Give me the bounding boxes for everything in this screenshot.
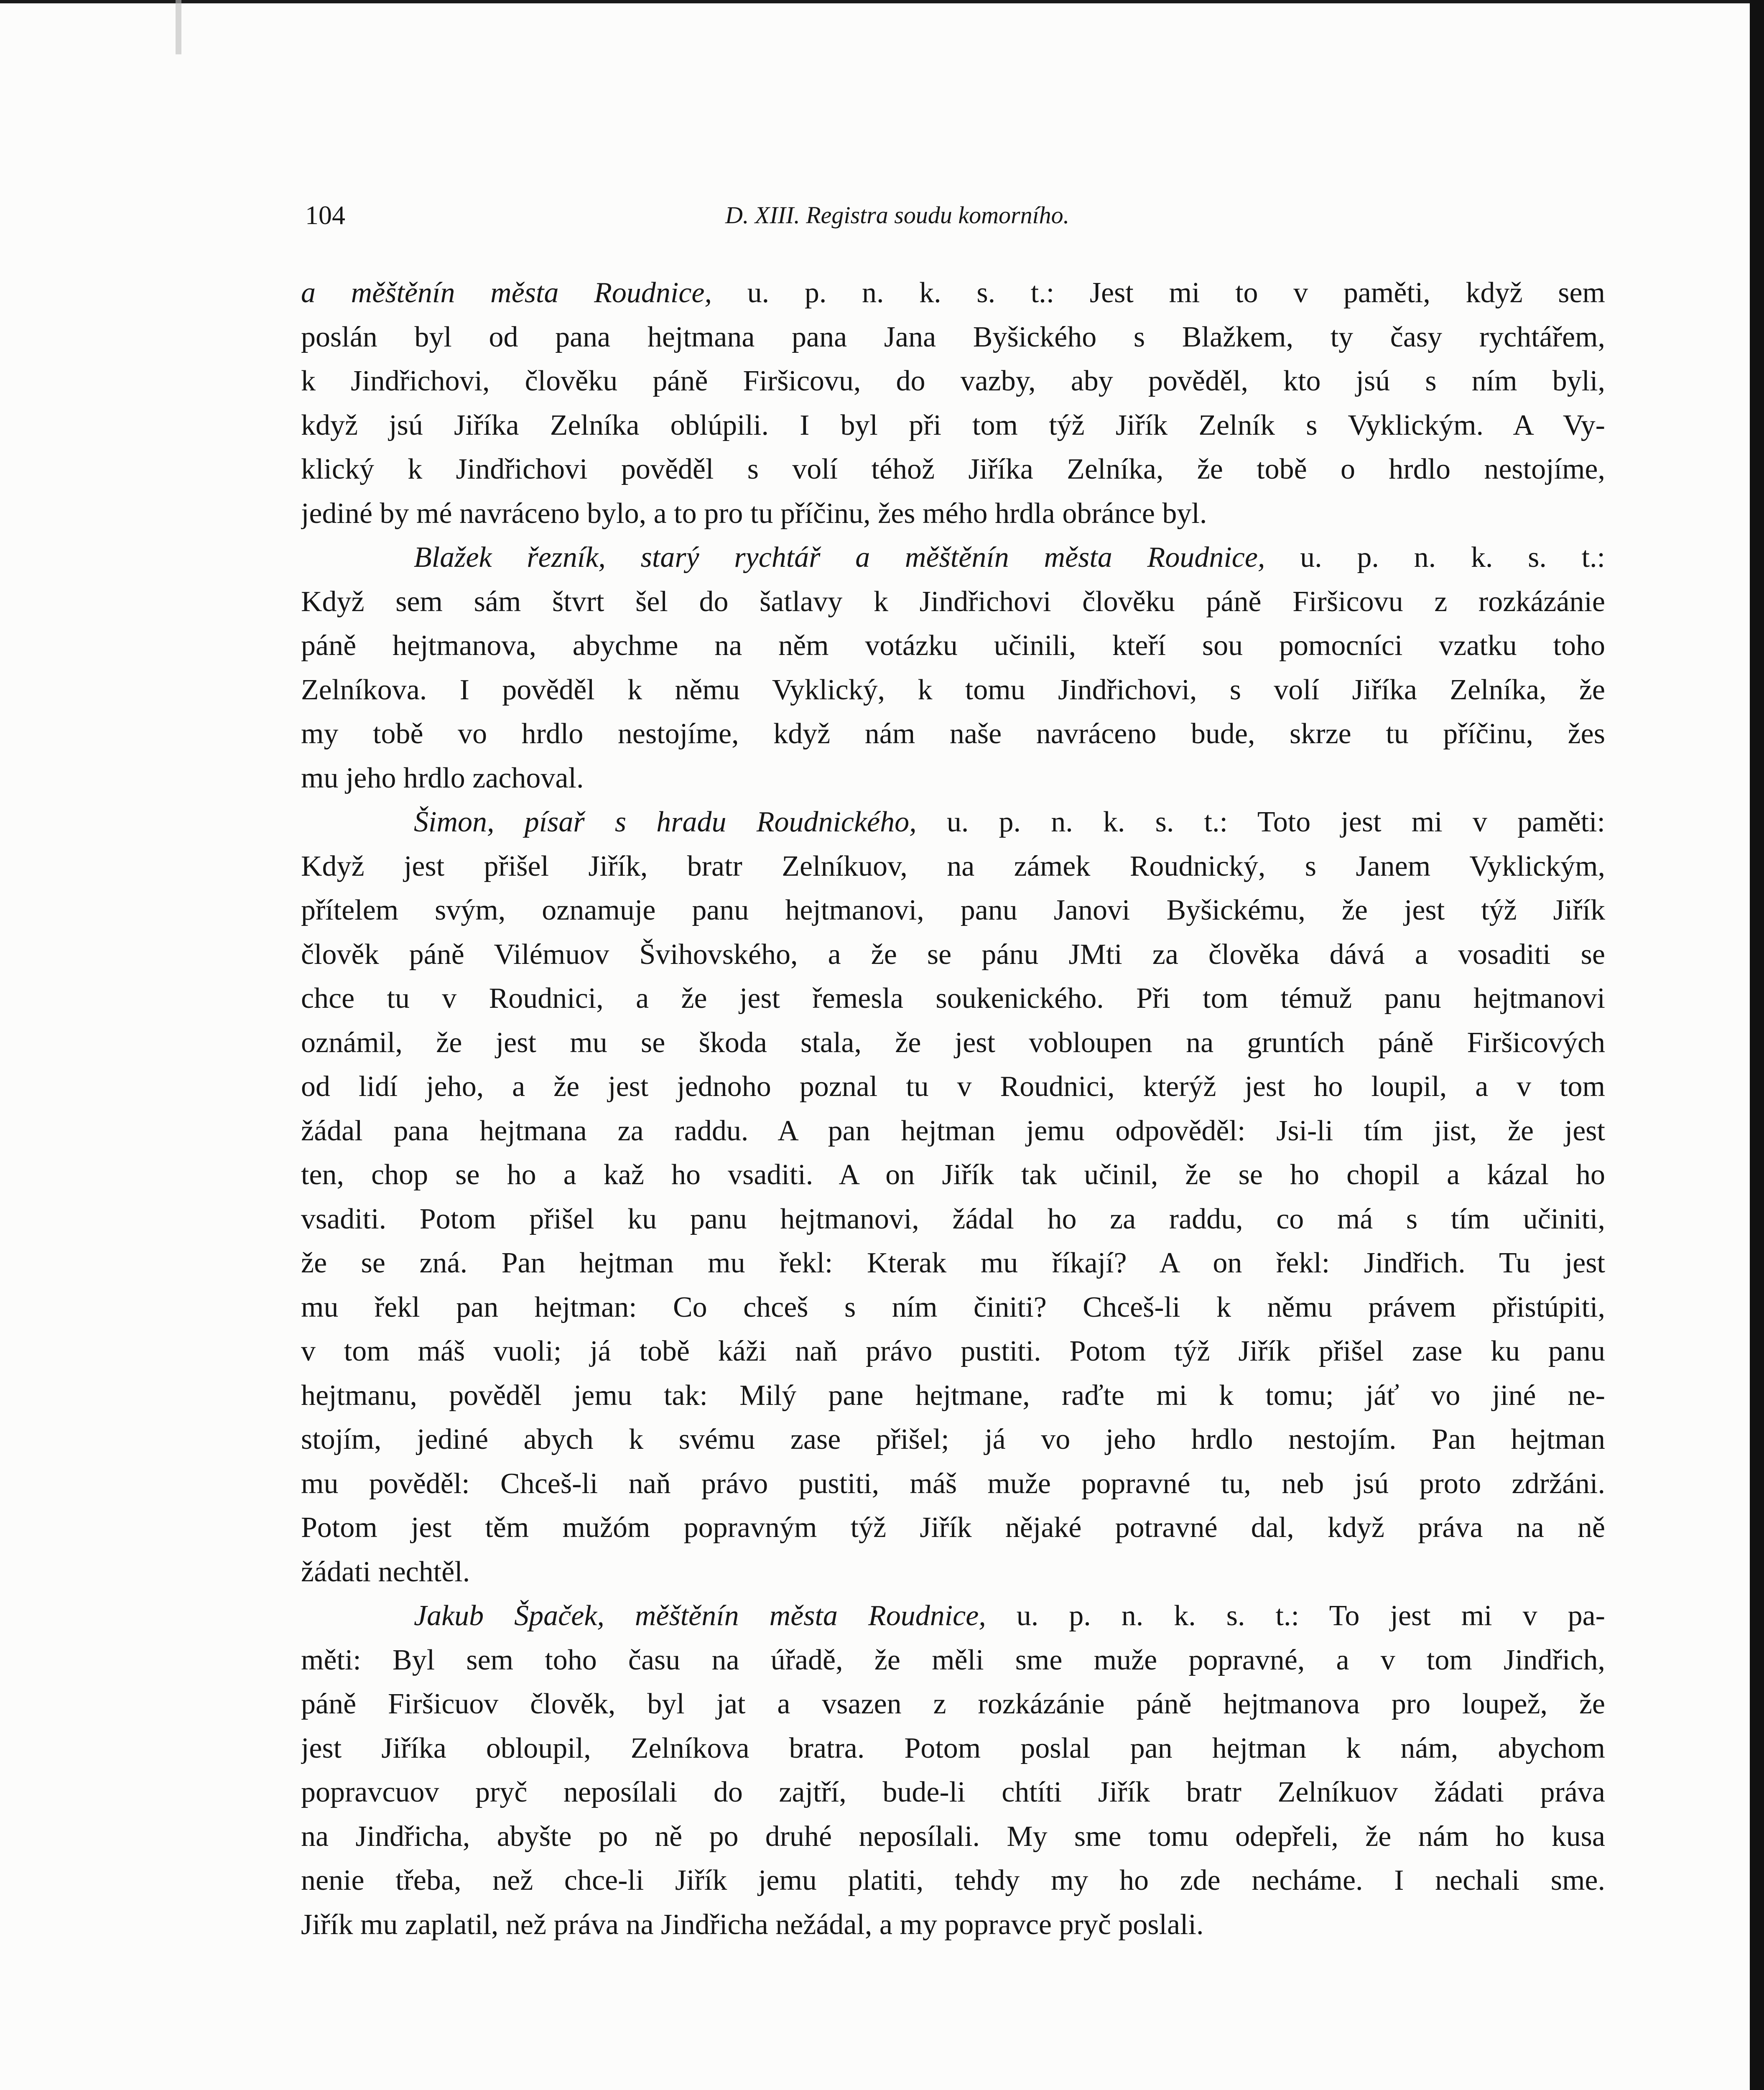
- text-line: [301, 844, 1605, 889]
- text-line: [301, 271, 1605, 315]
- text-line: [301, 447, 1605, 492]
- text-span: u. p. n. k. s. t.: Toto jest mi v paměti:: [916, 806, 1605, 838]
- text-line: [301, 800, 1605, 844]
- text-span: páně Firšicuov člověk, byl jat a vsazen z rozkázánie páně hejtmanova pro loupež, že: [301, 1688, 1605, 1720]
- text-line: [301, 1682, 1605, 1726]
- text-span: v tom máš vuoli; já tobě káži naň právo pustiti. Potom týž Jiřík přišel zase ku panu: [301, 1335, 1605, 1367]
- text-span: mu pověděl: Chceš-li naň právo pustiti, máš muže popravné tu, neb jsú proto zdržáni.: [301, 1467, 1605, 1500]
- text-span: popravcuov pryč neposílali do zajtří, bude-li chtíti Jiřík bratr Zelníkuov žádati práva: [301, 1776, 1605, 1808]
- scan-artifact-mark: [176, 0, 181, 54]
- text-span: nenie třeba, než chce-li Jiřík jemu platiti, tehdy my ho zde necháme. I nechali sme.: [301, 1864, 1605, 1896]
- text-span: Když jest přišel Jiřík, bratr Zelníkuov, na zámek Roudnický, s Janem Vyklickým,: [301, 850, 1605, 882]
- text-line: [301, 1021, 1605, 1065]
- text-span: hejtmanu, pověděl jemu tak: Milý pane hejtmane, raďte mi k tomu; jáť vo jiné ne-: [301, 1379, 1605, 1412]
- italic-name-span: Šimon, písař s hradu Roudnického,: [414, 806, 917, 838]
- text-line: [301, 1065, 1605, 1109]
- text-line: [301, 1726, 1605, 1771]
- text-line: [301, 1329, 1605, 1374]
- text-line: [301, 1594, 1605, 1638]
- text-span: páně hejtmanova, abychme na něm votázku učinili, kteří sou pomocníci vzatku toho: [301, 630, 1605, 662]
- text-span: Potom jest těm mužóm popravným týž Jiřík nějaké potravné dal, když práva na ně: [301, 1511, 1605, 1544]
- text-line: [301, 1153, 1605, 1197]
- text-line: [301, 1374, 1605, 1418]
- text-line: [301, 712, 1605, 756]
- text-line: [301, 1770, 1605, 1815]
- text-span: na Jindřicha, abyšte po ně po druhé neposílali. My sme tomu odepřeli, že nám ho kusa: [301, 1820, 1605, 1853]
- text-span: Zelníkova. I pověděl k němu Vyklický, k tomu Jindřichovi, s volí Jiříka Zelníka, že: [301, 673, 1605, 706]
- text-span: měti: Byl sem toho času na úřadě, že měli sme muže popravné, a v tom Jindřich,: [301, 1644, 1605, 1676]
- text-line: [301, 1815, 1605, 1859]
- scan-top-edge: [0, 0, 1764, 3]
- text-line: [301, 976, 1605, 1021]
- text-line: [301, 1462, 1605, 1506]
- text-span: mu jeho hrdlo zachoval.: [301, 762, 584, 794]
- text-span: stojím, jediné abych k svému zase přišel; já vo jeho hrdlo nestojím. Pan hejtman: [301, 1423, 1605, 1455]
- text-span: žádati nechtěl.: [301, 1555, 470, 1588]
- text-span: oznámil, že jest mu se škoda stala, že jest vobloupen na gruntích páně Firšicových: [301, 1026, 1605, 1059]
- text-line: [301, 1903, 1605, 1947]
- text-span: u. p. n. k. s. t.: Jest mi to v paměti, když sem: [712, 277, 1605, 309]
- text-line: [301, 535, 1605, 580]
- text-line: [301, 492, 1605, 536]
- text-span: ten, chop se ho a kaž ho vsaditi. A on Jiřík tak učinil, že se ho chopil a kázal ho: [301, 1159, 1605, 1191]
- text-line: [301, 1109, 1605, 1153]
- text-line: [301, 1550, 1605, 1594]
- text-span: od lidí jeho, a že jest jednoho poznal tu v Roudnici, kterýž jest ho loupil, a v tom: [301, 1070, 1605, 1103]
- text-span: u. p. n. k. s. t.: To jest mi v pa-: [986, 1600, 1605, 1632]
- text-span: žádal pana hejtmana za raddu. A pan hejtman jemu odpověděl: Jsi-li tím jist, že jest: [301, 1114, 1605, 1147]
- running-title: D. XIII. Registra soudu komorního.: [725, 201, 1070, 229]
- scan-right-border: [1750, 0, 1764, 2090]
- text-span: vsaditi. Potom přišel ku panu hejtmanovi, žádal ho za raddu, co má s tím učiniti,: [301, 1203, 1605, 1235]
- text-span: člověk páně Vilémuov Švihovského, a že se pánu JMti za člověka dává a vosaditi se: [301, 938, 1605, 971]
- italic-name-span: Blažek řezník, starý rychtář a měštěnín města Roudnice,: [414, 541, 1265, 573]
- text-span: u. p. n. k. s. t.:: [1265, 541, 1605, 573]
- text-span: jest Jiříka obloupil, Zelníkova bratra. Potom poslal pan hejtman k nám, abychom: [301, 1732, 1605, 1764]
- text-line: [301, 624, 1605, 668]
- text-line: [301, 580, 1605, 624]
- text-line: [301, 359, 1605, 403]
- page-header: [305, 196, 1279, 234]
- text-span: poslán byl od pana hejtmana pana Jana Byšického s Blažkem, ty časy rychtářem,: [301, 321, 1605, 353]
- text-line: [301, 403, 1605, 448]
- text-line: [301, 1241, 1605, 1285]
- text-span: my tobě vo hrdlo nestojíme, když nám naše navráceno bude, skrze tu příčinu, žes: [301, 718, 1605, 750]
- text-span: Jiřík mu zaplatil, než práva na Jindřicha nežádal, a my popravce pryč poslali.: [301, 1908, 1204, 1941]
- page-number: 104: [305, 200, 345, 230]
- text-span: mu řekl pan hejtman: Co chceš s ním činiti? Chceš-li k němu právem přistúpiti,: [301, 1291, 1605, 1323]
- text-span: když jsú Jiříka Zelníka oblúpili. I byl při tom týž Jiřík Zelník s Vyklickým. A Vy-: [301, 409, 1605, 441]
- text-span: přítelem svým, oznamuje panu hejtmanovi, panu Janovi Byšickému, že jest týž Jiřík: [301, 894, 1605, 926]
- italic-name-span: Jakub Špaček, měštěnín města Roudnice,: [414, 1600, 986, 1632]
- text-line: [301, 1638, 1605, 1682]
- text-span: chce tu v Roudnici, a že jest řemesla soukenického. Při tom témuž panu hejtmanovi: [301, 982, 1605, 1014]
- body-text: [301, 271, 1605, 1947]
- text-span: klický k Jindřichovi pověděl s volí téhož Jiříka Zelníka, že tobě o hrdlo nestojíme,: [301, 453, 1605, 485]
- italic-name-span: a měštěnín města Roudnice,: [301, 277, 712, 309]
- text-line: [301, 668, 1605, 712]
- text-span: že se zná. Pan hejtman mu řekl: Kterak mu říkají? A on řekl: Jindřich. Tu jest: [301, 1247, 1605, 1279]
- text-span: k Jindřichovi, člověku páně Firšicovu, do vazby, aby pověděl, kto jsú s ním byli,: [301, 365, 1605, 397]
- text-line: [301, 1197, 1605, 1241]
- text-line: [301, 315, 1605, 359]
- text-line: [301, 756, 1605, 800]
- text-line: [301, 1506, 1605, 1550]
- text-line: [301, 888, 1605, 933]
- text-span: jediné by mé navráceno bylo, a to pro tu příčinu, žes mého hrdla obránce byl.: [301, 497, 1207, 530]
- text-line: [301, 1285, 1605, 1330]
- text-line: [301, 1417, 1605, 1462]
- text-line: [301, 933, 1605, 977]
- text-span: Když sem sám štvrt šel do šatlavy k Jindřichovi člověku páně Firšicovu z rozkázánie: [301, 585, 1605, 618]
- text-line: [301, 1858, 1605, 1903]
